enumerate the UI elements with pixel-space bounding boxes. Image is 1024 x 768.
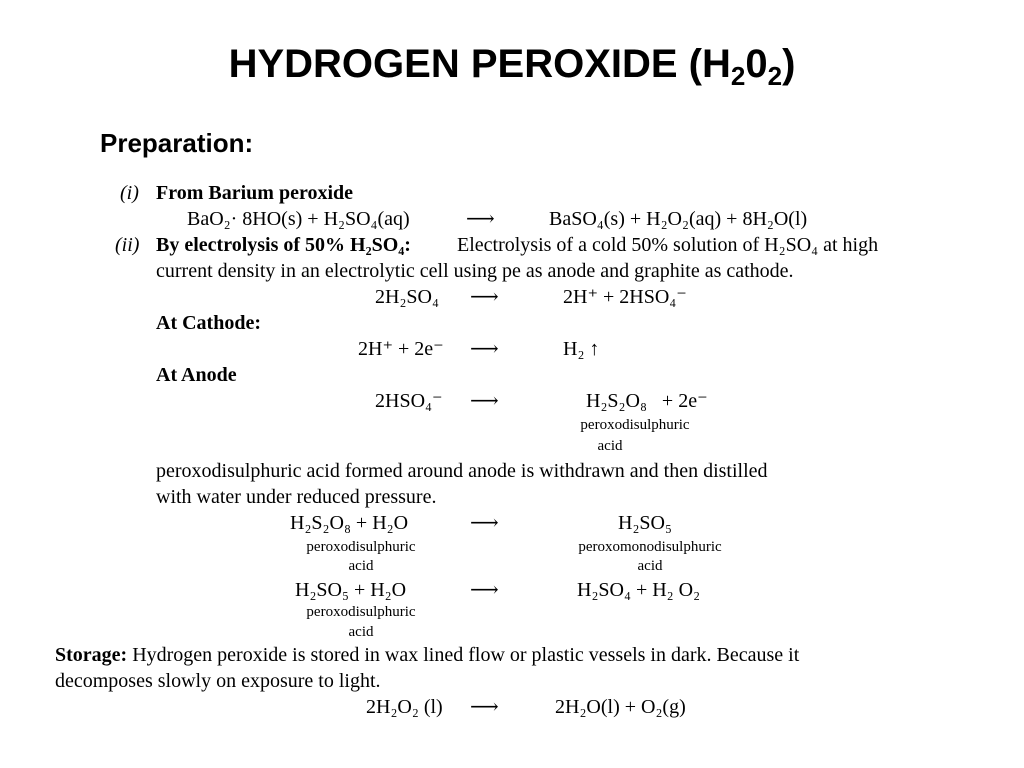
- reaction2-lhs: 2H⁺ + 2e⁻: [358, 338, 444, 360]
- reaction-i-lhs: BaO₂· 8HO(s) + H₂SO₄(aq): [187, 208, 410, 230]
- title-sub-2: 2: [767, 61, 783, 91]
- reaction4-rhs-note-1: peroxomonodisulphuric: [578, 539, 722, 555]
- reaction5-lhs-note-1: peroxodisulphuric: [306, 604, 416, 620]
- reaction4-lhs-note-2: acid: [348, 558, 374, 574]
- section-ii-heading: By electrolysis of 50% H₂SO₄:: [156, 234, 411, 256]
- section-ii-text-line1: Electrolysis of a cold 50% solution of H₂SO₄ at high: [457, 234, 879, 256]
- reaction1-rhs: 2H⁺ + 2HSO₄⁻: [563, 286, 687, 308]
- storage-reaction-lhs: 2H₂O₂ (l): [366, 696, 443, 718]
- reaction-i-rhs: BaSO₄(s) + H₂O₂(aq) + 8H₂O(l): [549, 208, 808, 230]
- anode-label: At Anode: [156, 364, 237, 386]
- reaction3-arrow: ⟶: [470, 390, 499, 412]
- reaction5-lhs: H₂SO₅ + H₂O: [295, 579, 407, 601]
- storage-reaction-rhs: 2H₂O(l) + O₂(g): [555, 696, 686, 718]
- reaction3-lhs: 2HSO₄⁻: [375, 390, 443, 412]
- title-sub-1: 2: [730, 61, 746, 91]
- reaction2-arrow: ⟶: [470, 338, 499, 360]
- reaction5-arrow: ⟶: [470, 579, 499, 601]
- storage-line2: decomposes slowly on exposure to light.: [55, 670, 381, 692]
- section-i-heading: From Barium peroxide: [156, 182, 354, 204]
- cathode-label: At Cathode:: [156, 312, 261, 334]
- para-line1: peroxodisulphuric acid formed around anode is withdrawn and then distilled: [156, 460, 768, 482]
- reaction1-lhs: 2H₂SO₄: [375, 286, 439, 308]
- storage-text-line1: Hydrogen peroxide is stored in wax lined flow or plastic vessels in dark. Because it: [132, 644, 800, 666]
- preparation-heading: Preparation:: [100, 128, 254, 158]
- reaction3-rhs-note-1: peroxodisulphuric: [580, 417, 690, 433]
- reaction2-rhs: H₂ ↑: [563, 338, 600, 360]
- storage-reaction-arrow: ⟶: [470, 696, 499, 718]
- title-main: HYDROGEN PEROXIDE (H: [228, 42, 731, 86]
- reaction4-arrow: ⟶: [470, 512, 499, 534]
- storage-label: Storage:: [55, 644, 128, 666]
- page-title: [0, 42, 1024, 92]
- reaction3-rhs-note-2: acid: [597, 438, 623, 454]
- reaction3-rhs: H₂S₂O₈ + 2e⁻: [586, 390, 708, 412]
- reaction4-lhs-note-1: peroxodisulphuric: [306, 539, 416, 555]
- reaction5-rhs: H₂SO₄ + H₂ O₂: [577, 579, 701, 601]
- section-ii-number: (ii): [115, 234, 140, 256]
- reaction-i-arrow: ⟶: [466, 208, 495, 230]
- reaction4-rhs-note-2: acid: [637, 558, 663, 574]
- reaction4-lhs: H₂S₂O₈ + H₂O: [290, 512, 409, 534]
- reaction4-rhs: H₂SO₅: [618, 512, 672, 534]
- storage-line1: [55, 643, 799, 667]
- title-mid: 0: [745, 42, 768, 86]
- para-line2: with water under reduced pressure.: [156, 486, 437, 508]
- title-end: ): [782, 42, 796, 86]
- section-ii-text-line2: current density in an electrolytic cell using pe as anode and graphite as cathode.: [156, 260, 794, 282]
- section-i-number: (i): [120, 182, 139, 204]
- reaction1-arrow: ⟶: [470, 286, 499, 308]
- reaction5-lhs-note-2: acid: [348, 624, 374, 640]
